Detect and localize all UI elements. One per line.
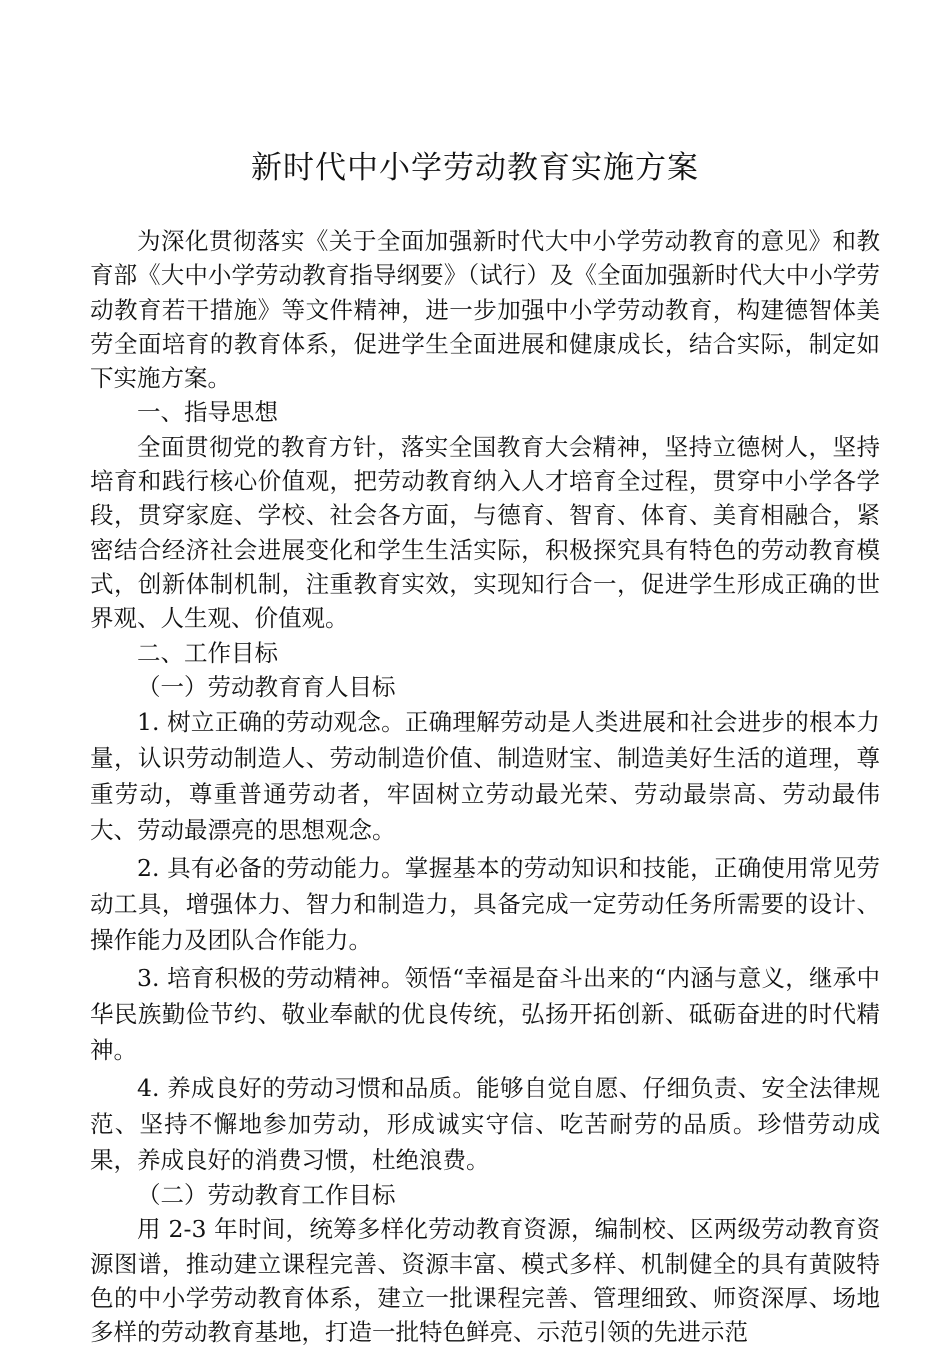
section-heading-guiding-ideology: 一、指导思想 bbox=[137, 398, 278, 427]
subsection-heading-work-targets: （二）劳动教育工作目标 bbox=[137, 1181, 396, 1210]
document-title: 新时代中小学劳动教育实施方案 bbox=[251, 150, 699, 186]
goal-item-2: 2. 具有必备的劳动能力。掌握基本的劳动知识和技能，正确使用常见劳动工具，增强体力、智力和制造力，具备完成一定劳动任务所需要的设计、操作能力及团队合作能力。 bbox=[90, 854, 880, 955]
intro-paragraph: 为深化贯彻落实《关于全面加强新时代大中小学劳动教育的意见》和教育部《大中小学劳动教育指导纲要》（试行）及《全面加强新时代大中小学劳动教育若干措施》等文件精神，进一步加强中小学劳动教育，构建德智体美劳全面培育的教育体系，促进学生全面进展和健康成长，结合实际，制定如下实施方案。 bbox=[90, 227, 880, 393]
work-targets-paragraph: 用 2-3 年时间，统筹多样化劳动教育资源，编制校、区两级劳动教育资源图谱，推动建立课程完善、资源丰富、模式多样、机制健全的具有黄陂特色的中小学劳动教育体系，建立一批课程完善、管理细致、师资深厚、场地多样的劳动教育基地，打造一批特色鲜亮、示范引领的先进示范 bbox=[90, 1215, 880, 1347]
guiding-ideology-paragraph: 全面贯彻党的教育方针，落实全国教育大会精神，坚持立德树人，坚持培育和践行核心价值观，把劳动教育纳入人才培育全过程，贯穿中小学各学段，贯穿家庭、学校、社会各方面，与德育、智育、体育、美育相融合，紧密结合经济社会进展变化和学生生活实际，积极探究具有特色的劳动教育模式，创新体制机制，注重教育实效，实现知行合一，促进学生形成正确的世界观、人生观、价值观。 bbox=[90, 432, 880, 633]
goal-item-4: 4. 养成良好的劳动习惯和品质。能够自觉自愿、仔细负责、安全法律规范、坚持不懈地参加劳动，形成诚实守信、吃苦耐劳的品质。珍惜劳动成果，养成良好的消费习惯，杜绝浪费。 bbox=[90, 1074, 880, 1175]
subsection-heading-education-goals: （一）劳动教育育人目标 bbox=[137, 672, 396, 701]
document-body bbox=[90, 224, 880, 1350]
section-heading-work-goals: 二、工作目标 bbox=[137, 638, 278, 667]
goal-item-1: 1. 树立正确的劳动观念。正确理解劳动是人类进展和社会进步的根本力量，认识劳动制造人、劳动制造价值、制造财宝、制造美好生活的道理，尊重劳动，尊重普通劳动者，牢固树立劳动最光荣、劳动最崇高、劳动最伟大、劳动最漂亮的思想观念。 bbox=[90, 708, 880, 845]
goal-item-3: 3. 培育积极的劳动精神。领悟“幸福是奋斗出来的“内涵与意义，继承中华民族勤俭节约、敬业奉献的优良传统，弘扬开拓创新、砥砺奋进的时代精神。 bbox=[90, 964, 880, 1065]
